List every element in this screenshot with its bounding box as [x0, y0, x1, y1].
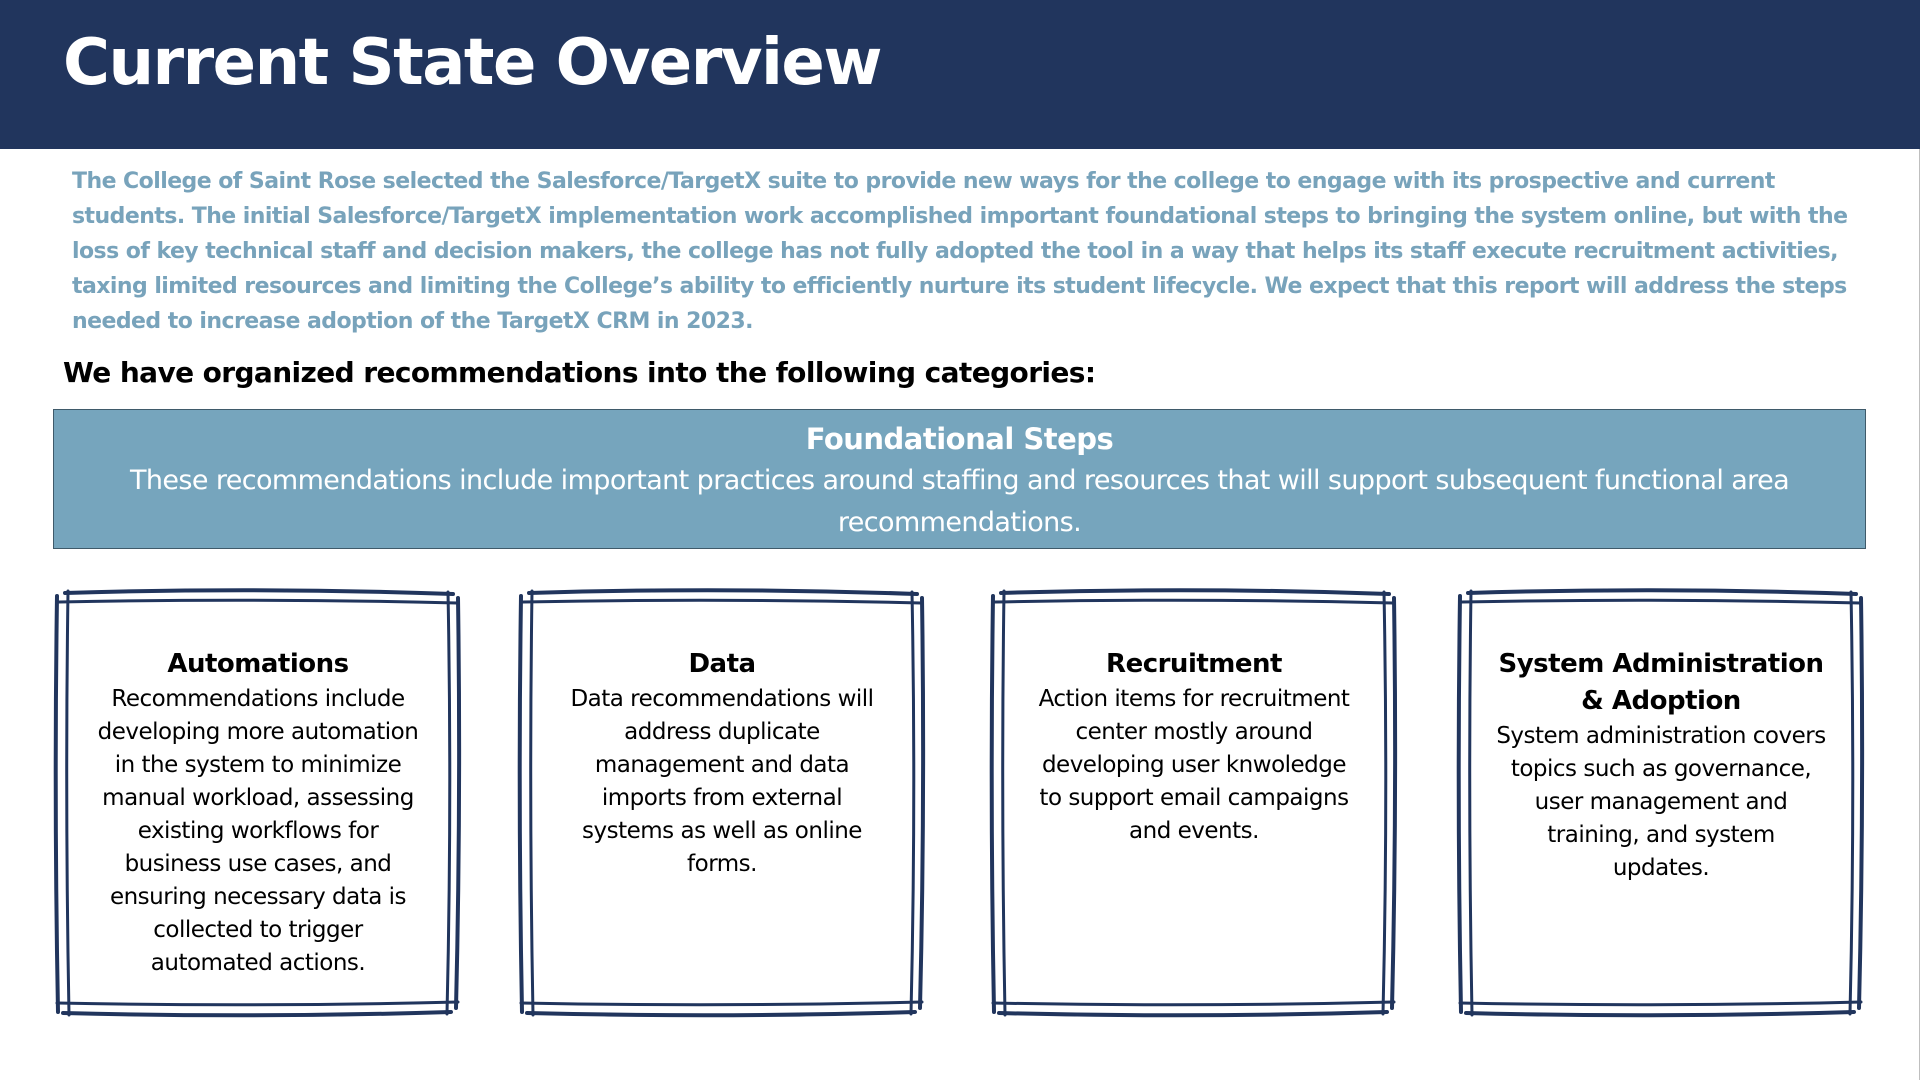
frame-stroke	[531, 591, 533, 1015]
frame-stroke	[1470, 591, 1472, 1015]
card-description: Recommendations include developing more automation in the system to minimize manual workload, assessing existing workflows for business use cases, and ensuring necessary data is collected to trigger automated actions.	[97, 686, 419, 976]
card-description: Data recommendations will address duplicate management and data imports from external systems as well as online forms.	[570, 686, 874, 877]
frame-stroke	[1392, 598, 1395, 1008]
category-card-data	[517, 586, 927, 1018]
card-title: System Administration & Adoption	[1498, 649, 1824, 716]
frame-stroke	[993, 1002, 1394, 1005]
card-description: System administration covers topics such as governance, user management and training, and system updates.	[1496, 723, 1826, 881]
frame-stroke	[56, 596, 58, 1012]
category-card-recruitment	[989, 586, 1399, 1018]
frame-stroke	[1003, 591, 1005, 1015]
frame-stroke	[520, 596, 522, 1012]
card-title: Data	[688, 649, 756, 679]
foundational-steps-description: These recommendations include important practices around staffing and resources that will support subsequent functional area recommendations.	[129, 465, 1790, 538]
frame-stroke	[1466, 1012, 1854, 1015]
frame-stroke	[523, 600, 921, 603]
foundational-steps-box	[53, 409, 1866, 549]
foundational-steps-title: Foundational Steps	[805, 422, 1114, 456]
frame-stroke	[65, 590, 453, 594]
page-title: Current State Overview	[63, 26, 881, 100]
intro-paragraph: The College of Saint Rose selected the Salesforce/TargetX suite to provide new ways for the college to engage with its prospective and current students. The initial Salesforce/TargetX implementation work accomplished important foundational steps to bringing the system online, but with the loss of key technical staff and decision makers, the college has not fully adopted the tool in a way that helps its staff execute recruitment activities, taxing limited resources and limiting the College’s ability to efficiently nurture its student lifecycle. We expect that this report will address the steps needed to increase adoption of the TargetX CRM in 2023.	[72, 169, 1848, 334]
frame-stroke	[1383, 592, 1386, 1014]
frame-stroke	[63, 1012, 451, 1015]
frame-stroke	[1462, 600, 1860, 603]
category-card-system-administration	[1456, 586, 1866, 1018]
frame-stroke	[920, 598, 923, 1008]
frame-stroke	[529, 590, 917, 594]
frame-stroke	[447, 592, 450, 1014]
frame-stroke	[527, 1012, 915, 1015]
frame-stroke	[1460, 1002, 1861, 1005]
frame-stroke	[67, 591, 69, 1015]
frame-stroke	[456, 598, 459, 1008]
frame-stroke	[911, 592, 914, 1014]
frame-stroke	[59, 600, 457, 603]
frame-stroke	[1001, 590, 1389, 594]
card-description: Action items for recruitment center mostly around developing user knwoledge to support email campaigns and events.	[1038, 686, 1350, 844]
frame-stroke	[521, 1002, 922, 1005]
categories-heading: We have organized recommendations into the following categories:	[63, 356, 1096, 389]
card-title: Recruitment	[1106, 649, 1282, 679]
frame-stroke	[1468, 590, 1856, 594]
frame-stroke	[1850, 592, 1853, 1014]
frame-stroke	[992, 596, 994, 1012]
category-card-automations	[53, 586, 463, 1018]
card-title: Automations	[167, 649, 349, 679]
frame-stroke	[1859, 598, 1862, 1008]
frame-stroke	[999, 1012, 1387, 1015]
frame-stroke	[995, 600, 1393, 603]
title-banner	[0, 0, 1920, 149]
frame-stroke	[57, 1002, 458, 1005]
frame-stroke	[1459, 596, 1461, 1012]
